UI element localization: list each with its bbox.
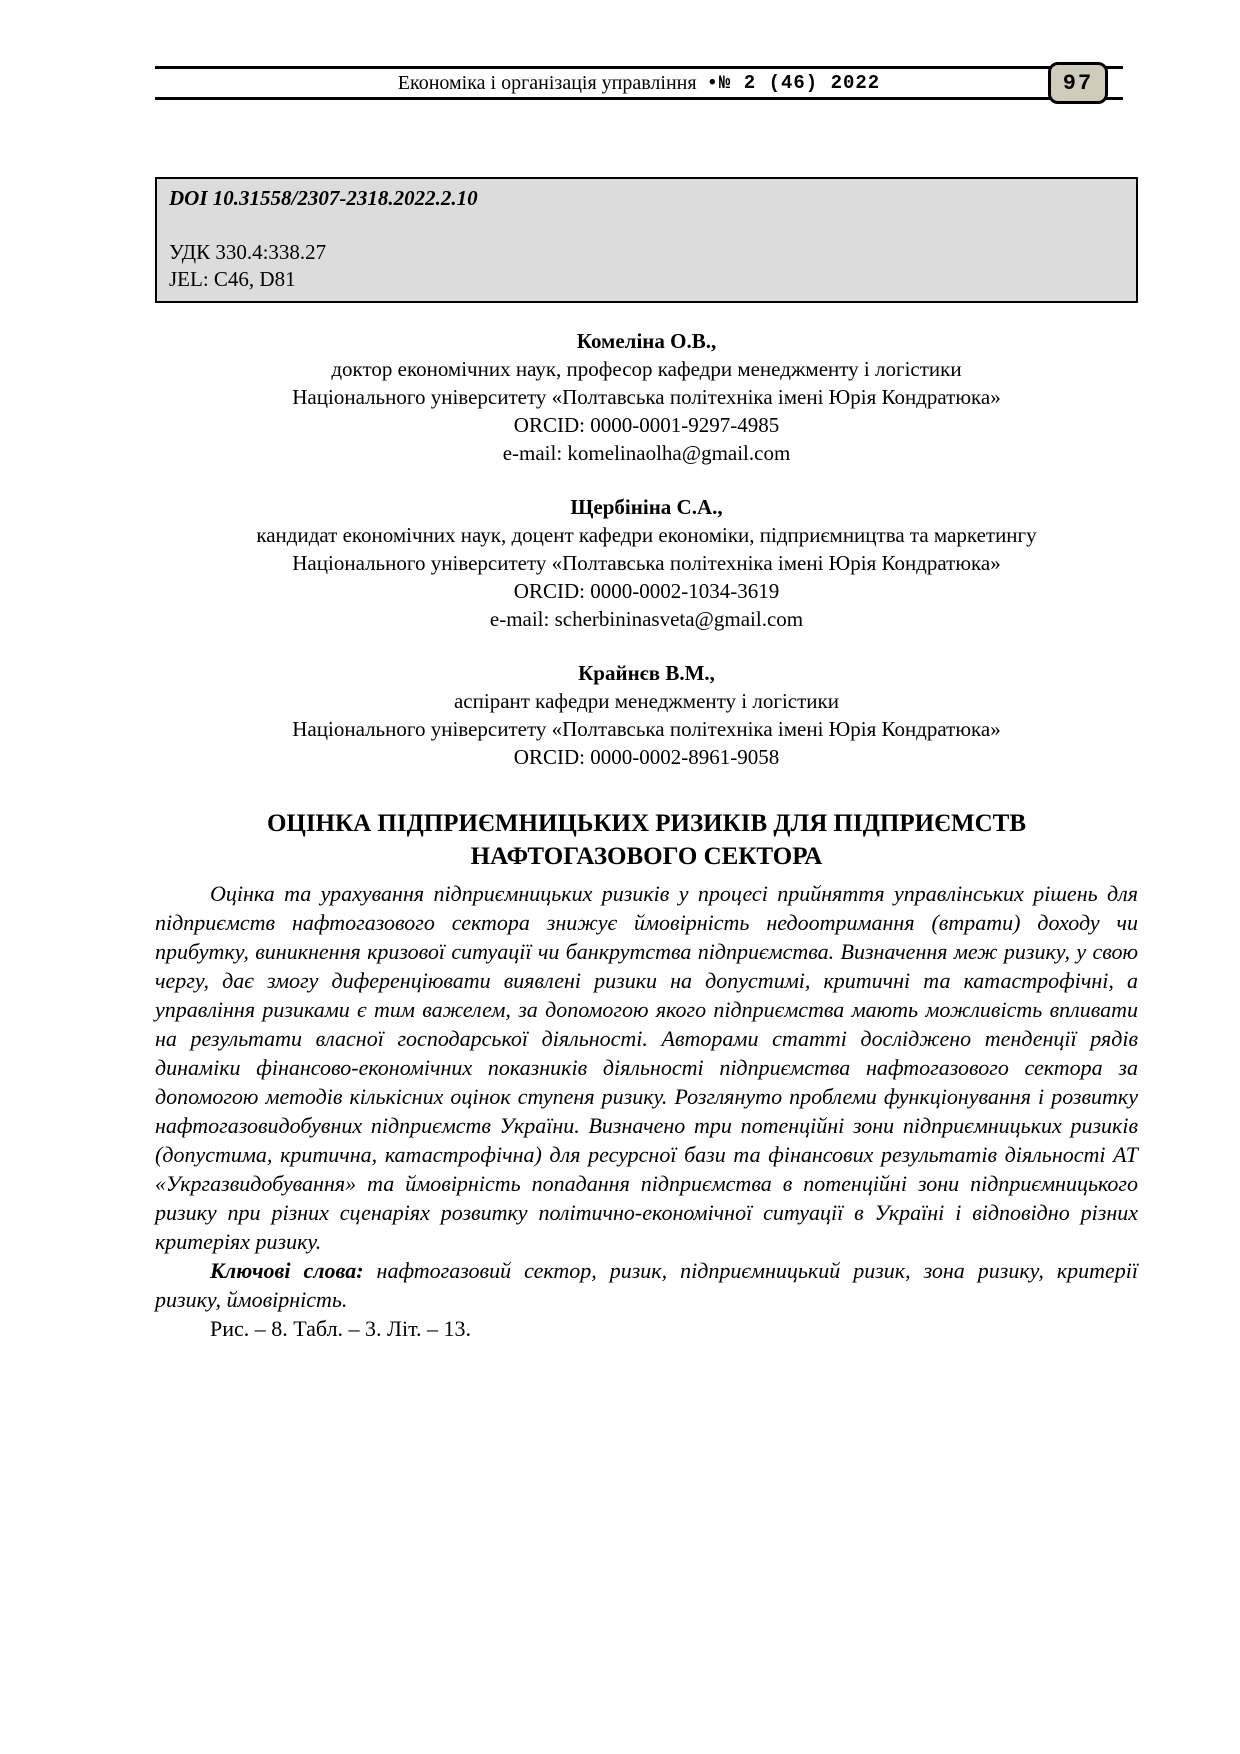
author-block-1: [155, 327, 1138, 467]
author-block-3: [155, 659, 1138, 771]
abstract-paragraph: Оцінка та урахування підприємницьких ризиків у процесі прийняття управлінських рішень для підприємств нафтогазового сектора знижує ймовірність недоотримання (втрати) доходу чи прибутку, виникнення кризової ситуації чи банкрутства підприємства. Визначення меж ризику, у свою чергу, дає змогу диференціювати виявлені ризики на допустимі, критичні та катастрофічні, а управління ризиками є тим важелем, за допомогою якого підприємства мають можливість впливати на результати власної господарської діяльності. Авторами статті досліджено тенденції рядів динаміки фінансово-економічних показників діяльності підприємства нафтогазового сектора за допомогою методів кількісних оцінок ступеня ризику. Розглянуто проблеми функціонування і розвитку нафтогазовидобувних підприємств України. Визначено три потенційні зони підприємницьких ризиків (допустима, критична, катастрофічна) для ресурсної бази та фінансових результатів діяльності АТ «Укргазвидобування» та ймовірність попадання підприємства в потенційні зони підприємницького ризику при різних сценаріях розвитку політично-економічної ситуації в Україні і відповідно різних критеріях ризику.: [155, 881, 1138, 1254]
page-number: 97: [1062, 70, 1094, 96]
udk-line: УДК 330.4:338.27: [169, 240, 327, 264]
article-title-line-1: ОЦІНКА ПІДПРИЄМНИЦЬКИХ РИЗИКІВ ДЛЯ ПІДПРИЄМСТВ: [266, 810, 1027, 837]
keywords-text: нафтогазовий сектор, ризик, підприємницький ризик, зона ризику, критерії ризику, ймовірність.: [155, 1258, 1138, 1312]
author-email: e-mail: komelinaolha@gmail.com: [502, 441, 791, 465]
author-affiliation: Національного університету «Полтавська політехніка імені Юрія Кондратюка»: [292, 717, 1001, 741]
article-content: [155, 177, 1138, 1343]
author-orcid: ORCID: 0000-0002-8961-9058: [513, 745, 780, 769]
figures-tables-refs-line: Рис. – 8. Табл. – 3. Літ. – 13.: [210, 1316, 472, 1341]
keywords-paragraph: [155, 1256, 1138, 1314]
author-position: доктор економічних наук, професор кафедри менеджменту і логістики: [331, 357, 962, 381]
author-name: Щербініна С.А.,: [570, 495, 723, 519]
author-position: кандидат економічних наук, доцент кафедри економіки, підприємництва та маркетингу: [256, 523, 1037, 547]
jel-line: JEL: C46, D81: [169, 267, 296, 291]
author-orcid: ORCID: 0000-0002-1034-3619: [513, 579, 780, 603]
article-title-line-2: НАФТОГАЗОВОГО СЕКТОРА: [470, 843, 823, 870]
author-email: e-mail: scherbininasveta@gmail.com: [489, 607, 804, 631]
author-affiliation: Національного університету «Полтавська політехніка імені Юрія Кондратюка»: [292, 551, 1001, 575]
journal-header-band: [155, 66, 1123, 100]
author-name: Крайнєв В.М.,: [578, 661, 715, 685]
journal-issue-number: •№ 2 (46) 2022: [706, 72, 881, 94]
article-meta-box: [155, 177, 1138, 303]
author-name: Комеліна О.В.,: [576, 329, 717, 353]
author-block-2: [155, 493, 1138, 633]
page-number-badge: [1048, 62, 1108, 104]
keywords-label: Ключові слова:: [210, 1258, 364, 1283]
journal-title: Економіка і організація управління: [397, 71, 697, 94]
author-position: аспірант кафедри менеджменту і логістики: [453, 689, 839, 713]
author-affiliation: Національного університету «Полтавська політехніка імені Юрія Кондратюка»: [292, 385, 1001, 409]
doi-line: DOI 10.31558/2307-2318.2022.2.10: [169, 186, 478, 210]
author-orcid: ORCID: 0000-0001-9297-4985: [513, 413, 780, 437]
article-title: [155, 807, 1138, 873]
